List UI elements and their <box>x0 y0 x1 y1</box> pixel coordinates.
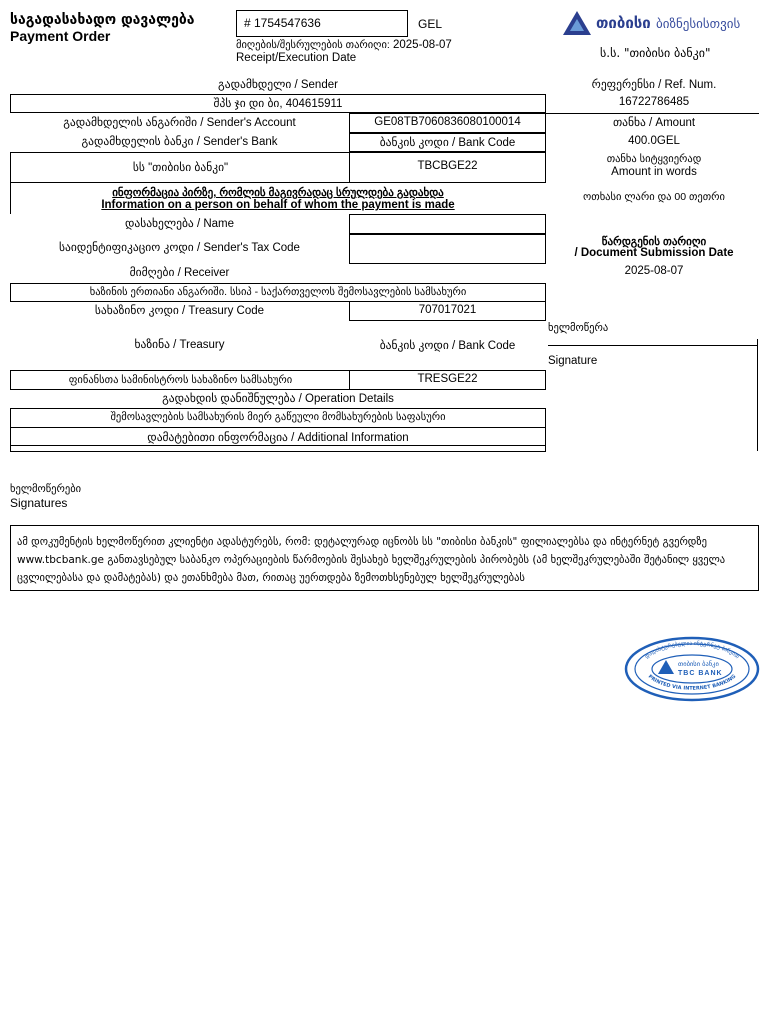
sender-account-box <box>349 113 546 133</box>
treasury-code-label: სახაზინო კოდი / Treasury Code <box>94 305 265 317</box>
disclaimer-box <box>10 525 759 591</box>
bank-name: ს.ს. "თიბისი ბანკი" <box>600 46 711 60</box>
submission-label-ka: წარდგენის თარიღი <box>601 236 707 248</box>
tbc-logo <box>562 7 768 39</box>
sender-section-label: გადამხდელი / Sender <box>218 79 338 91</box>
behalf-tax-box <box>349 234 546 264</box>
sender-name-box <box>10 94 546 113</box>
submission-label-en: / Document Submission Date <box>574 247 734 259</box>
sender-name: შპს ჯი დი ბი, 404615911 <box>213 98 343 110</box>
signature-label-ka: ხელმოწერა <box>548 322 609 334</box>
treasury-bank-code-label: ბანკის კოდი / Bank Code <box>379 340 516 352</box>
currency: GEL <box>418 17 443 31</box>
treasury-name: ფინანსთა სამინისტროს სახაზინო სამსახური <box>68 374 293 386</box>
behalf-name-box <box>349 214 546 234</box>
ref-label: რეფერენსი / Ref. Num. <box>591 79 717 91</box>
sender-bank-code: TBCBGE22 <box>417 160 478 172</box>
additional-info-box <box>10 428 546 452</box>
operation-label: გადახდის დანიშნულება / Operation Details <box>162 393 394 405</box>
tbc-bank-stamp <box>624 636 760 706</box>
sender-account-label: გადამხდელის ანგარიში / Sender's Account <box>63 117 296 129</box>
operation-details: შემოსავლების სამსახურის მიერ გაწეული მომსახურების საფასური <box>110 411 446 423</box>
treasury-code: 707017021 <box>418 304 477 316</box>
document-number: # 1754547636 <box>236 10 408 37</box>
signatures-label-ka: ხელმოწერები <box>10 483 82 495</box>
treasury-code-box <box>349 301 546 321</box>
treasury-box <box>10 370 546 390</box>
signature-label-en: Signature <box>548 355 598 367</box>
stamp-center-en: TBC BANK <box>678 670 723 677</box>
behalf-title-en: Information on a person on behalf of whom the payment is made <box>101 199 455 211</box>
submission-date: 2025-08-07 <box>624 265 684 277</box>
sender-bank-code-label: ბანკის კოდი / Bank Code <box>379 137 516 149</box>
behalf-title-ka: ინფორმაცია პირზე, რომლის მაგივრადაც სრულდება გადახდა <box>112 187 444 199</box>
logo-text <box>596 14 740 32</box>
disclaimer-text: ამ დოკუმენტის ხელმოწერით კლიენტი ადასტურებს, რომ: დეტალურად იცნობს სს "თიბისი ბანკის" ფილიალებსა და ინტერნეტ გვერდზე www.tbcbank.ge განთავსებულ საბანკო ოპერაციების წარმოების შესახებ ხელშეკრულების პირობებს (ამ ხელშეკრულებაში შეტანილ ყველა ცვლილებასა და დამატებას) და ეთანხმება მათ, რითაც უერთდება ზემოთხსენებულ ხელშეკრულებას <box>17 536 726 584</box>
sender-account: GE08TB7060836080100014 <box>374 116 521 128</box>
treasury-bank-code: TRESGE22 <box>417 373 478 385</box>
execution-date-label-ka: მიღების/შესრულების თარიღი: <box>236 39 390 51</box>
tbc-triangle-icon <box>562 10 592 36</box>
sender-bank-code-label-box <box>349 133 546 152</box>
behalf-tax-label: საიდენტიფიკაციო კოდი / Sender's Tax Code <box>59 242 300 254</box>
sender-bank-box <box>10 152 546 183</box>
logo-text-main: თიბისი <box>596 14 651 32</box>
additional-info-label: დამატებითი ინფორმაცია / Additional Information <box>147 432 409 444</box>
execution-date <box>236 39 452 65</box>
signatures-label <box>10 481 81 510</box>
receiver-name: ხაზინის ერთიანი ანგარიში. სსიპ - საქართველოს შემოსავლების სამსახური <box>89 286 467 298</box>
receiver-section-label: მიმღები / Receiver <box>129 267 230 279</box>
amount-label: თანხა / Amount <box>612 117 696 129</box>
ref-number: 16722786485 <box>618 96 690 108</box>
stamp-top-text: დადასტურებულია ინტერნეტ ბანკით <box>644 640 740 661</box>
logo-text-sub: ბიზნესისთვის <box>656 17 741 32</box>
words-label-ka: თანხა სიტყვიერად <box>606 153 702 165</box>
operation-details-box <box>10 408 546 428</box>
sender-bank-name: სს "თიბისი ბანკი" <box>132 162 229 174</box>
words-label-en: Amount in words <box>611 166 697 178</box>
receiver-name-box <box>10 283 546 302</box>
amount-value: 400.0GEL <box>628 135 680 147</box>
sender-bank-label: გადამხდელის ბანკი / Sender's Bank <box>81 136 278 148</box>
title-english: Payment Order <box>10 28 111 44</box>
treasury-label: ხაზინა / Treasury <box>134 339 225 351</box>
signatures-label-en: Signatures <box>10 496 68 510</box>
stamp-bottom-text: PRINTED VIA INTERNET BANKING <box>646 673 738 692</box>
execution-date-label-en: Receipt/Execution Date <box>236 52 357 64</box>
stamp-triangle-icon <box>658 660 674 674</box>
stamp-center-ka: თიბისი ბანკი <box>678 660 719 668</box>
title-georgian: საგადასახადო დავალება <box>10 12 195 28</box>
behalf-name-label: დასახელება / Name <box>124 218 235 230</box>
execution-date-value: 2025-08-07 <box>393 39 452 51</box>
amount-in-words: ოთხასი ლარი და 00 თეთრი <box>583 191 725 203</box>
